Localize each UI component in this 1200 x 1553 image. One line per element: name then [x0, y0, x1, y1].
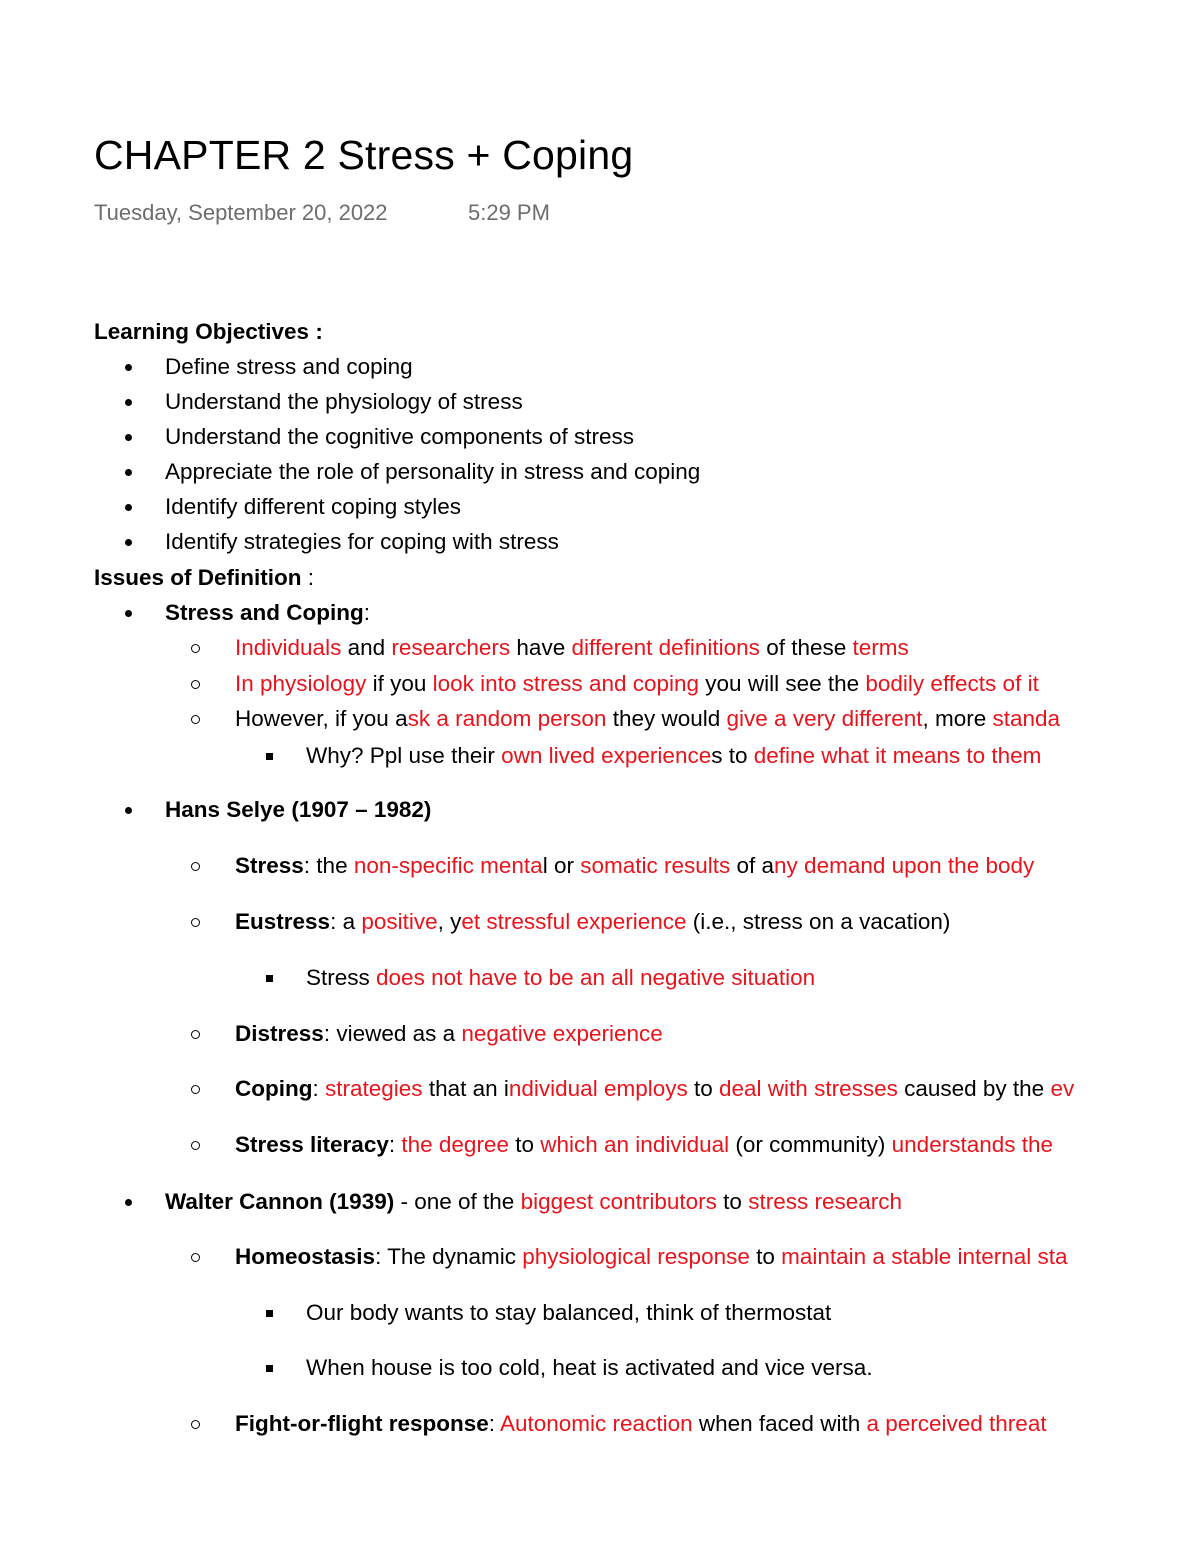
page-date: Tuesday, September 20, 2022: [94, 200, 388, 225]
bold-term: Stress and Coping: [165, 600, 364, 625]
text-run: of a: [730, 853, 775, 878]
highlighted-text: somatic results: [580, 853, 731, 878]
text-run: :: [312, 1076, 325, 1101]
circle-bullet-icon: [191, 918, 200, 927]
text-run: Stress: [306, 965, 377, 990]
text-run: : a: [330, 909, 362, 934]
note-line: [235, 1243, 1068, 1271]
circle-bullet-icon: [191, 1030, 200, 1039]
bullet-icon: [125, 610, 132, 617]
note-line: [165, 353, 413, 381]
highlighted-text: define what it means to them: [753, 743, 1042, 768]
note-line: [235, 908, 950, 936]
circle-bullet-icon: [191, 1085, 200, 1094]
highlighted-text: strategies: [325, 1076, 423, 1101]
bold-term: Fight-or-flight response: [235, 1411, 489, 1436]
text-run: that an i: [422, 1076, 509, 1101]
bold-term: Homeostasis: [235, 1244, 376, 1269]
text-run: l or: [542, 853, 581, 878]
bullet-icon: [125, 399, 132, 406]
note-line: [165, 1188, 902, 1216]
square-bullet-icon: [266, 1310, 273, 1317]
note-line: [235, 705, 1060, 733]
highlighted-text: physiological response: [522, 1244, 750, 1269]
highlighted-text: ev: [1050, 1076, 1075, 1101]
text-run: :: [301, 565, 315, 590]
highlighted-text: In physiology: [235, 671, 367, 696]
text-run: : the: [303, 853, 354, 878]
bold-term: Issues of Definition: [94, 565, 302, 590]
highlighted-text: ndividual employs: [508, 1076, 688, 1101]
highlighted-text: terms: [852, 635, 909, 660]
text-run: When house is too cold, heat is activated and vice versa.: [306, 1355, 873, 1380]
note-line: [235, 1075, 1074, 1103]
bullet-icon: [125, 434, 132, 441]
text-run: Why? Ppl use their: [306, 743, 502, 768]
text-run: Understand the physiology of stress: [165, 389, 523, 414]
note-line: [165, 528, 559, 556]
page-time: 5:29 PM: [468, 200, 550, 225]
circle-bullet-icon: [191, 644, 200, 653]
highlighted-text: deal with stresses: [719, 1076, 898, 1101]
highlighted-text: different definitions: [571, 635, 760, 660]
text-run: to: [508, 1132, 541, 1157]
bullet-icon: [125, 504, 132, 511]
note-line: [306, 964, 815, 992]
page-dateline: [94, 200, 550, 226]
highlighted-text: give a very different: [726, 706, 923, 731]
note-line: [235, 852, 1034, 880]
highlighted-text: ny demand upon the body: [774, 853, 1035, 878]
square-bullet-icon: [266, 1365, 273, 1372]
bullet-icon: [125, 364, 132, 371]
highlighted-text: own lived experience: [501, 743, 712, 768]
note-line: [235, 634, 909, 662]
bold-term: Stress: [235, 853, 304, 878]
note-line: [235, 670, 1039, 698]
square-bullet-icon: [266, 975, 273, 982]
note-line: [165, 493, 461, 521]
highlighted-text: Autonomic reaction: [500, 1411, 693, 1436]
note-line: [165, 388, 523, 416]
text-run: you will see the: [699, 671, 866, 696]
note-line: [306, 1354, 873, 1382]
circle-bullet-icon: [191, 862, 200, 871]
bullet-icon: [125, 469, 132, 476]
text-run: :: [388, 1132, 402, 1157]
text-run: s to: [711, 743, 754, 768]
text-run: and: [341, 635, 392, 660]
highlighted-text: negative experience: [461, 1021, 663, 1046]
bold-term: Walter Cannon (1939): [165, 1189, 395, 1214]
highlighted-text: biggest contributors: [520, 1189, 717, 1214]
text-run: to: [687, 1076, 720, 1101]
text-run: of these: [759, 635, 853, 660]
text-run: caused by the: [897, 1076, 1051, 1101]
text-run: Appreciate the role of personality in stress and coping: [165, 459, 701, 484]
circle-bullet-icon: [191, 1141, 200, 1150]
highlighted-text: sk a random person: [407, 706, 607, 731]
highlighted-text: which an individual: [540, 1132, 730, 1157]
text-run: Identify strategies for coping with stress: [165, 529, 559, 554]
highlighted-text: positive: [361, 909, 438, 934]
text-run: :: [488, 1411, 500, 1436]
highlighted-text: standa: [992, 706, 1061, 731]
text-run: (i.e., stress on a vacation): [686, 909, 951, 934]
bold-term: Eustress: [235, 909, 331, 934]
text-run: - one of the: [394, 1189, 521, 1214]
highlighted-text: understands the: [891, 1132, 1054, 1157]
highlighted-text: Individuals: [235, 635, 342, 660]
text-run: : The dynamic: [375, 1244, 523, 1269]
text-run: , y: [437, 909, 462, 934]
circle-bullet-icon: [191, 1420, 200, 1429]
text-run: to: [716, 1189, 749, 1214]
note-line: [94, 564, 314, 592]
text-run: However, if you a: [235, 706, 408, 731]
text-run: have: [510, 635, 572, 660]
highlighted-text: non-specific menta: [353, 853, 543, 878]
circle-bullet-icon: [191, 680, 200, 689]
highlighted-text: does not have to be an all negative situation: [376, 965, 816, 990]
circle-bullet-icon: [191, 715, 200, 724]
bold-term: Distress: [235, 1021, 324, 1046]
highlighted-text: look into stress and coping: [432, 671, 700, 696]
note-line: [306, 742, 1041, 770]
bold-term: Coping: [235, 1076, 313, 1101]
text-run: : viewed as a: [323, 1021, 462, 1046]
text-run: if you: [366, 671, 433, 696]
text-run: to: [749, 1244, 782, 1269]
text-run: :: [363, 600, 371, 625]
note-line: [165, 458, 700, 486]
bold-term: Hans Selye (1907 – 1982): [165, 797, 432, 822]
square-bullet-icon: [266, 753, 273, 760]
highlighted-text: et stressful experience: [461, 909, 687, 934]
bullet-icon: [125, 539, 132, 546]
note-line: [235, 1020, 663, 1048]
note-line: [165, 423, 634, 451]
highlighted-text: bodily effects of it: [865, 671, 1039, 696]
highlighted-text: maintain a stable internal sta: [781, 1244, 1068, 1269]
note-line: [235, 1410, 1047, 1438]
bullet-icon: [125, 1199, 132, 1206]
text-run: Understand the cognitive components of stress: [165, 424, 635, 449]
text-run: Identify different coping styles: [165, 494, 462, 519]
text-run: they would: [606, 706, 727, 731]
page-title: CHAPTER 2 Stress + Coping: [94, 132, 634, 178]
text-run: (or community): [729, 1132, 892, 1157]
bold-term: Stress literacy: [235, 1132, 389, 1157]
highlighted-text: the degree: [401, 1132, 509, 1157]
text-run: Our body wants to stay balanced, think of thermostat: [306, 1300, 832, 1325]
text-run: , more: [922, 706, 993, 731]
note-line: [94, 318, 323, 346]
bold-term: Learning Objectives :: [94, 319, 323, 344]
note-line: [306, 1299, 831, 1327]
note-line: [235, 1131, 1053, 1159]
highlighted-text: researchers: [391, 635, 511, 660]
text-run: Define stress and coping: [165, 354, 413, 379]
text-run: when faced with: [692, 1411, 867, 1436]
note-line: [165, 599, 370, 627]
circle-bullet-icon: [191, 1253, 200, 1262]
note-line: [165, 796, 431, 824]
highlighted-text: a perceived threat: [866, 1411, 1047, 1436]
highlighted-text: stress research: [748, 1189, 903, 1214]
bullet-icon: [125, 807, 132, 814]
